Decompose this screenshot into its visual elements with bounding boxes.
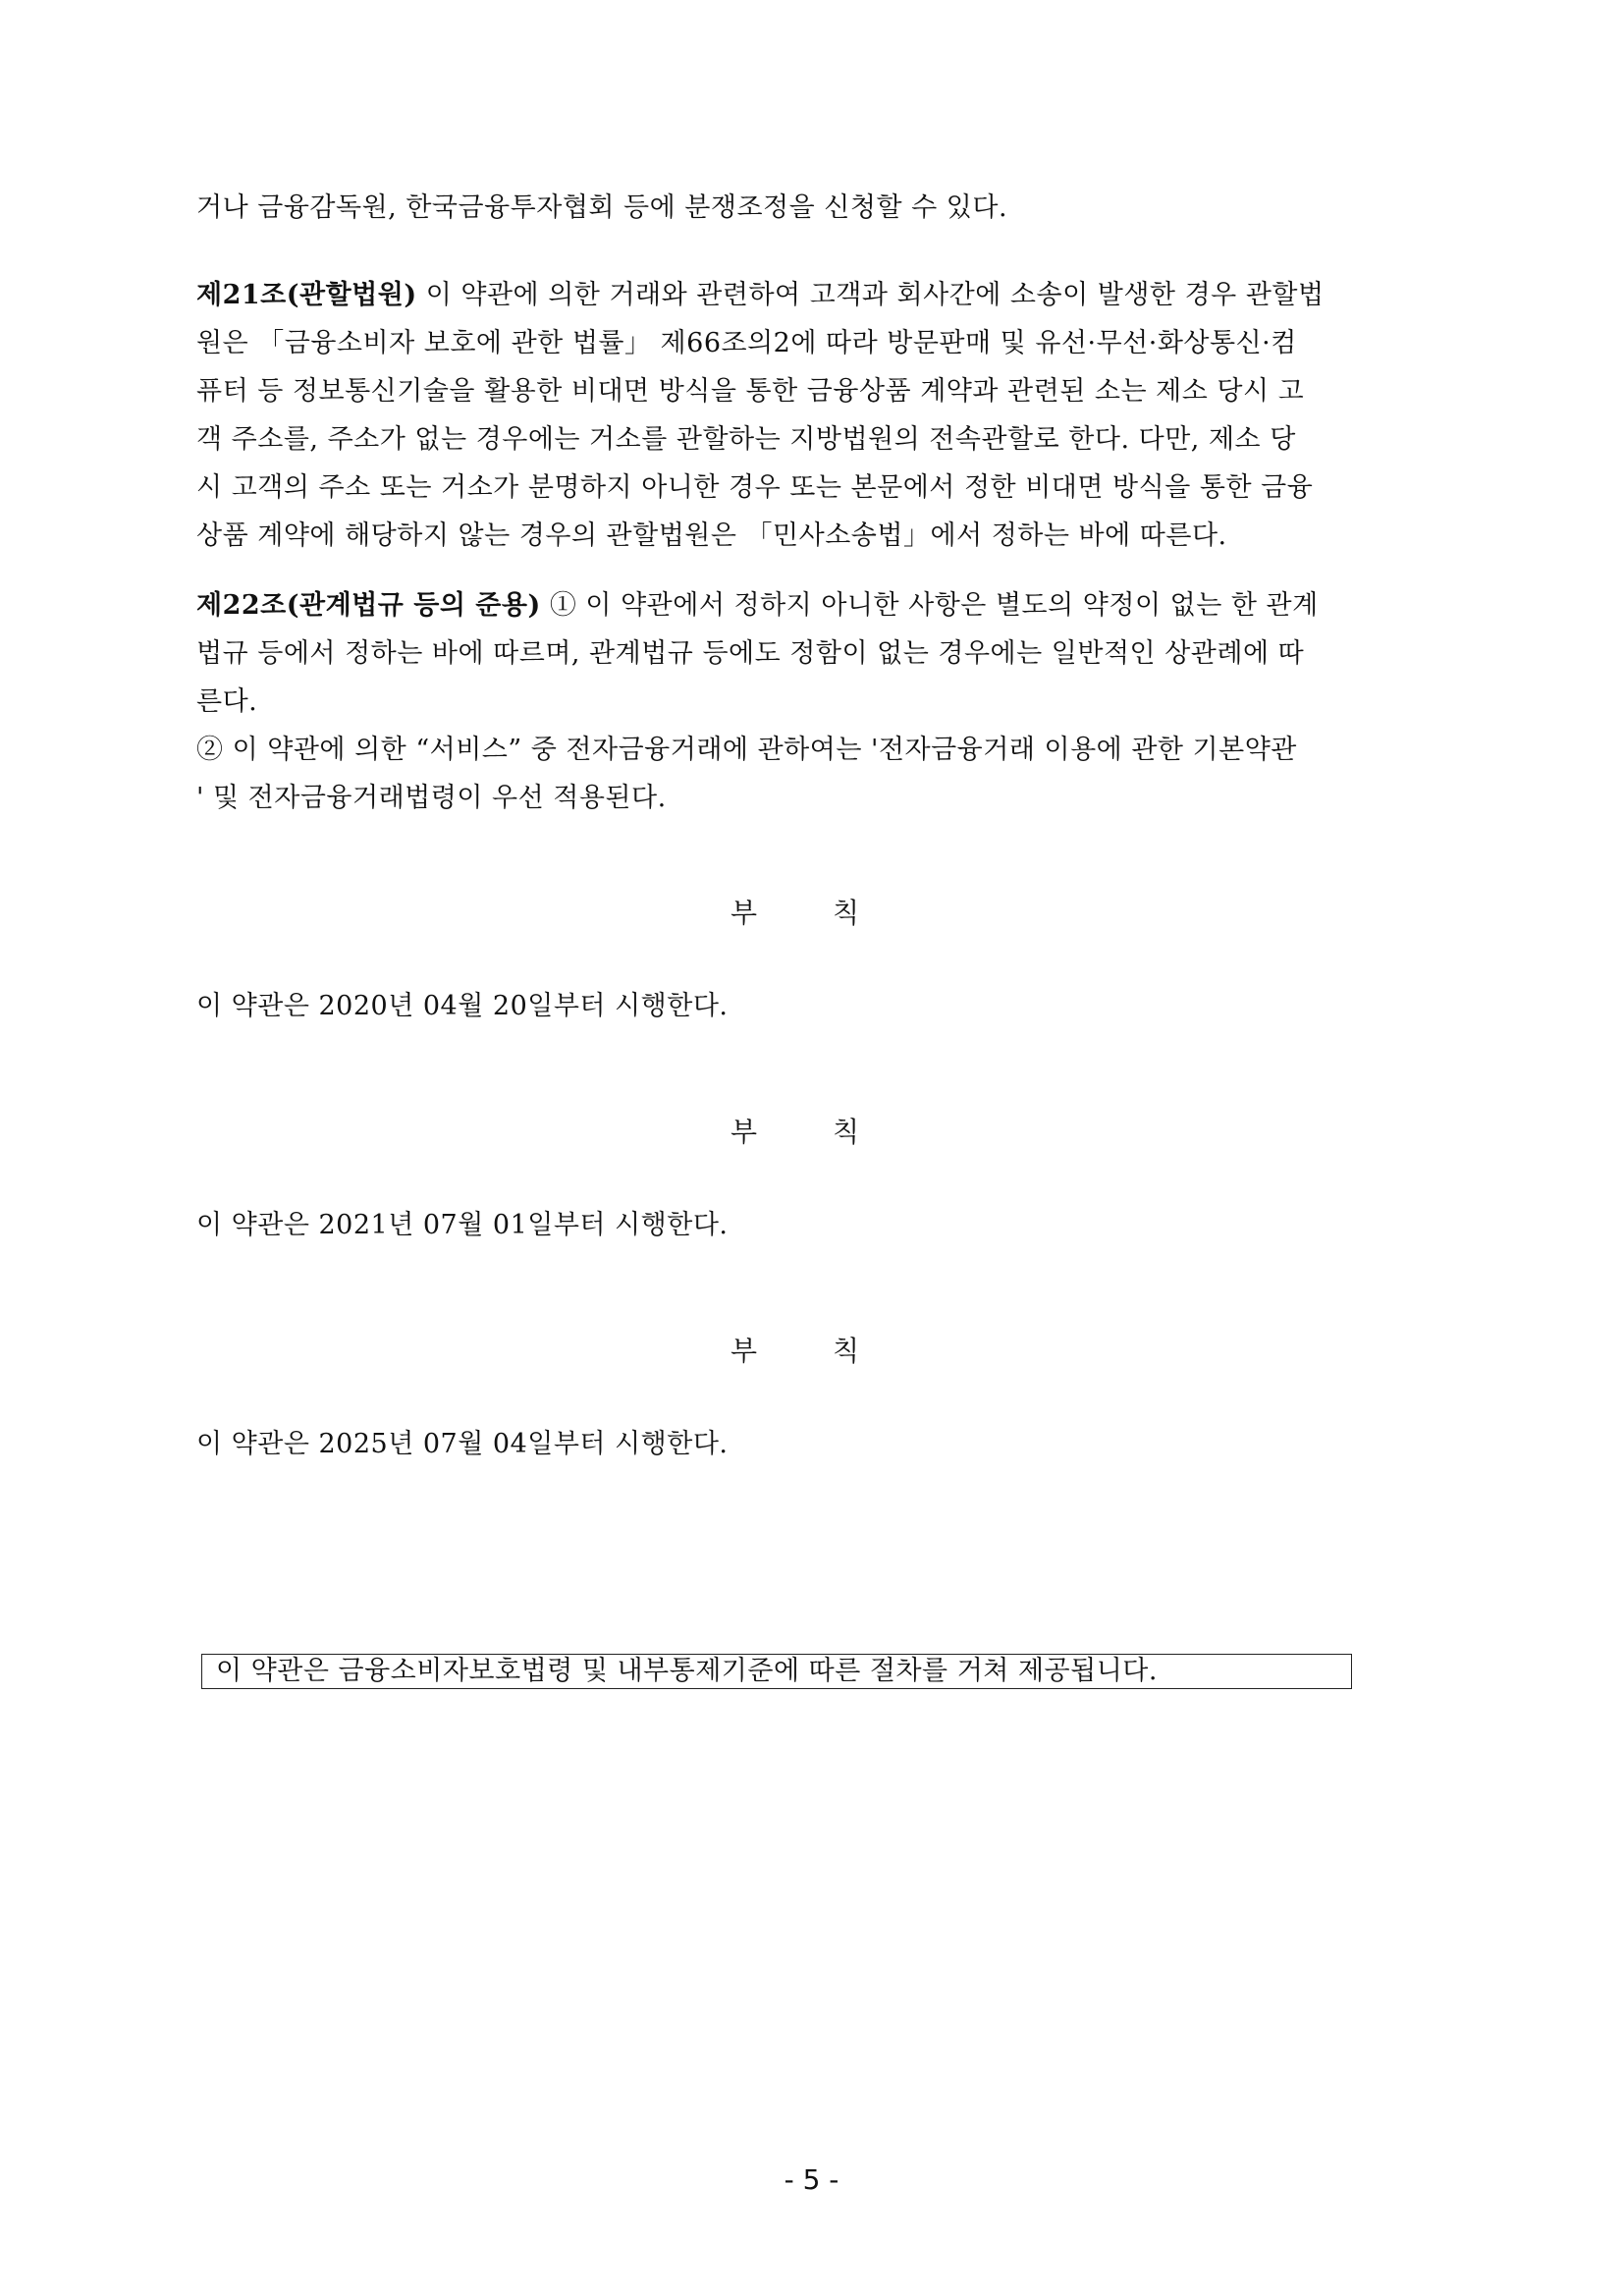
article-21-line: 시 고객의 주소 또는 거소가 분명하지 아니한 경우 또는 본문에서 정한 비대면 방식을 통한 금융 [196, 472, 1314, 503]
article-22-heading: 제22조(관계법규 등의 준용) [196, 590, 541, 621]
addendum-title: 부 칙 [730, 897, 893, 929]
notice-text: 이 약관은 금융소비자보호법령 및 내부통제기준에 따른 절차를 거쳐 제공됩니다. [216, 1656, 1158, 1686]
addendum-title: 부 칙 [730, 1335, 893, 1367]
article-22-line: 법규 등에서 정하는 바에 따르며, 관계법규 등에도 정함이 없는 경우에는 일반적인 상관례에 따 [196, 638, 1305, 669]
article-21 [196, 271, 1435, 560]
article-22-line: 른다. [196, 686, 258, 717]
notice-box [201, 1654, 1352, 1689]
article-21-line: 원은 「금융소비자 보호에 관한 법률」 제66조의2에 따라 방문판매 및 유선·무선·화상통신·컴 [196, 328, 1297, 358]
addendum-effective-date: 이 약관은 2025년 07월 04일부터 시행한다. [196, 1429, 729, 1459]
article-21-line: 객 주소를, 주소가 없는 경우에는 거소를 관할하는 지방법원의 전속관할로 한다. 다만, 제소 당 [196, 424, 1296, 455]
article-22-line: ' 및 전자금융거래법령이 우선 적용된다. [196, 783, 667, 813]
article-22 [196, 581, 1435, 822]
addendum-title: 부 칙 [730, 1116, 893, 1148]
addendum-effective-date: 이 약관은 2021년 07월 01일부터 시행한다. [196, 1210, 729, 1240]
continuation-line: 거나 금융감독원, 한국금융투자협회 등에 분쟁조정을 신청할 수 있다. [196, 192, 1008, 223]
article-21-line: 이 약관에 의한 거래와 관련하여 고객과 회사간에 소송이 발생한 경우 관할법 [416, 280, 1325, 310]
continuation-paragraph [196, 184, 1435, 232]
article-22-line: ① 이 약관에서 정하지 아니한 사항은 별도의 약정이 없는 한 관계 [540, 590, 1319, 621]
page-number: - 5 - [784, 2163, 839, 2196]
article-21-heading: 제21조(관할법원) [196, 280, 417, 310]
article-22-line: ② 이 약관에 의한 “서비스” 중 전자금융거래에 관하여는 '전자금융거래 이용에 관한 기본약관 [196, 735, 1297, 765]
article-21-line: 퓨터 등 정보통신기술을 활용한 비대면 방식을 통한 금융상품 계약과 관련된 소는 제소 당시 고 [196, 376, 1305, 407]
article-21-line: 상품 계약에 해당하지 않는 경우의 관할법원은 「민사소송법」에서 정하는 바에 따른다. [196, 520, 1227, 551]
addendum-effective-date: 이 약관은 2020년 04월 20일부터 시행한다. [196, 991, 729, 1021]
